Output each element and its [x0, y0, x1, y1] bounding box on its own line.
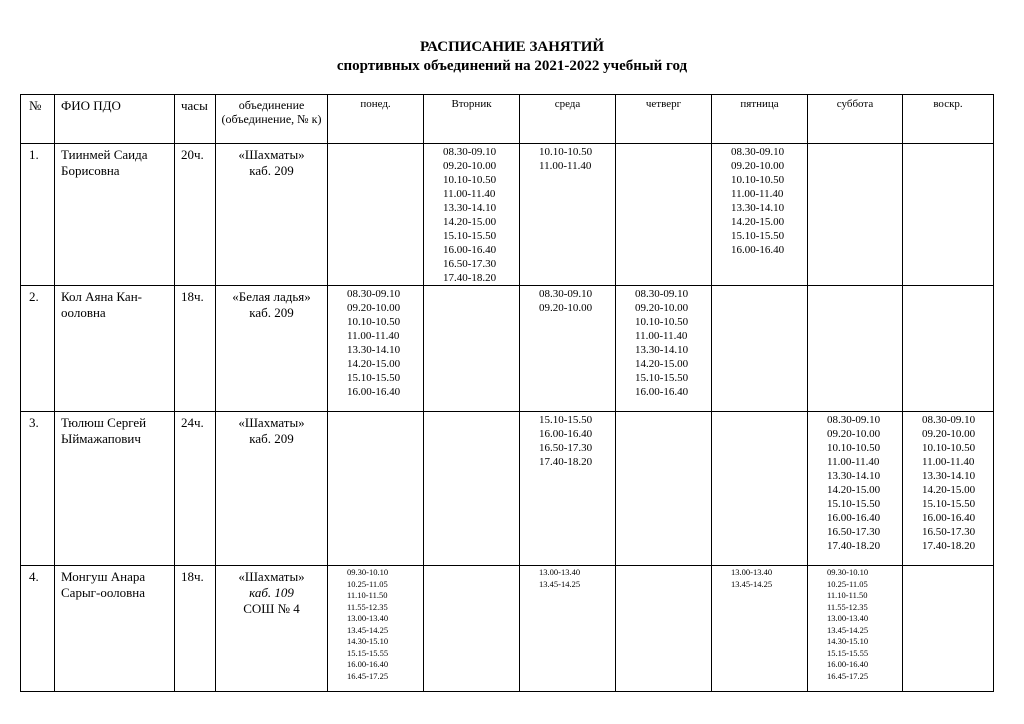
time-slot: 09.20-10.00 — [635, 302, 689, 314]
time-slot: 11.00-11.40 — [539, 160, 592, 172]
time-slot: 10.25-11.05 — [827, 578, 868, 589]
time-slot: 08.30-09.10 — [827, 414, 881, 426]
time-slot: 16.45-17.25 — [347, 670, 389, 681]
hours-cell: 20ч. — [175, 144, 216, 286]
time-slot: 16.00-16.40 — [731, 244, 785, 256]
time-slot: 13.45-14.25 — [539, 578, 581, 589]
header-num: № — [21, 95, 55, 144]
association-room: каб. 209 — [249, 163, 294, 178]
document-title: РАСПИСАНИЕ ЗАНЯТИЙ — [419, 39, 605, 55]
day-cell — [424, 144, 520, 286]
time-slot: 14.30-15.10 — [827, 636, 869, 646]
time-slot: 16.00-16.40 — [347, 386, 401, 398]
time-slot: 15.10-15.50 — [539, 414, 593, 426]
time-slot: 14.20-15.00 — [731, 216, 785, 228]
association-cell — [216, 144, 328, 286]
table-row — [21, 144, 994, 286]
time-slot: 14.20-15.00 — [635, 358, 689, 370]
time-slot: 11.10-11.50 — [827, 590, 868, 600]
time-slot: 13.30-14.10 — [443, 202, 497, 214]
time-slot: 10.10-10.50 — [347, 316, 401, 328]
association-cell — [216, 566, 328, 692]
time-slot: 14.20-15.00 — [347, 358, 401, 370]
header-fio: ФИО ПДО — [55, 95, 175, 144]
teacher-name: Тиинмей Саида Борисовна — [55, 144, 175, 286]
header-day-fri: пятница — [712, 95, 808, 144]
time-slot: 14.30-15.10 — [347, 636, 389, 646]
time-slot: 15.10-15.50 — [635, 372, 689, 384]
time-slot: 09.30-10.10 — [347, 567, 389, 577]
association-room: каб. 209 — [249, 431, 294, 446]
teacher-name: Монгуш Анара Сарыг-ооловна — [55, 566, 175, 692]
day-cell — [328, 412, 424, 566]
day-cell — [808, 286, 903, 412]
time-slot: 16.00-16.40 — [827, 659, 869, 669]
hours-cell: 18ч. — [175, 286, 216, 412]
time-slot: 11.00-11.40 — [635, 330, 688, 342]
time-slot: 11.00-11.40 — [922, 456, 975, 468]
day-cell — [903, 286, 994, 412]
time-slot: 16.00-16.40 — [443, 244, 497, 256]
day-cell — [520, 412, 616, 566]
time-slot: 08.30-09.10 — [922, 414, 976, 426]
time-slot: 16.50-17.30 — [827, 526, 881, 538]
time-slot: 08.30-09.10 — [539, 288, 593, 300]
time-slot: 11.00-11.40 — [731, 188, 784, 200]
hours-cell: 18ч. — [175, 566, 216, 692]
day-cell — [616, 412, 712, 566]
day-cell — [808, 144, 903, 286]
time-slot: 13.00-13.40 — [731, 567, 773, 577]
time-slot: 14.20-15.00 — [443, 216, 497, 228]
table-row — [21, 566, 994, 692]
day-cell — [616, 286, 712, 412]
time-slot: 11.10-11.50 — [347, 590, 388, 600]
time-slot: 13.30-14.10 — [827, 470, 881, 482]
row-num: 3. — [21, 412, 55, 566]
day-cell — [808, 566, 903, 692]
time-slot: 09.20-10.00 — [827, 428, 881, 440]
association-room: каб. 109 — [249, 585, 294, 600]
day-cell — [328, 144, 424, 286]
day-cell — [808, 412, 903, 566]
time-slot: 13.45-14.25 — [827, 624, 869, 635]
time-slot: 13.45-14.25 — [347, 624, 389, 635]
time-slot: 15.10-15.50 — [347, 372, 401, 384]
day-cell — [424, 286, 520, 412]
association-name: «Шахматы» — [238, 147, 305, 162]
time-slot: 13.00-13.40 — [539, 567, 581, 577]
header-row — [21, 95, 994, 144]
association-cell — [216, 412, 328, 566]
day-cell — [328, 566, 424, 692]
day-cell — [712, 412, 808, 566]
time-slot: 15.10-15.50 — [827, 498, 881, 510]
time-slot: 10.10-10.50 — [539, 146, 593, 158]
time-slot: 17.40-18.20 — [443, 272, 497, 284]
time-slot: 14.20-15.00 — [827, 484, 881, 496]
time-slot: 17.40-18.20 — [922, 540, 976, 552]
time-slot: 15.10-15.50 — [731, 230, 785, 242]
time-slot: 13.00-13.40 — [827, 613, 869, 623]
time-slot: 13.30-14.10 — [922, 470, 976, 482]
time-slot: 08.30-09.10 — [635, 288, 689, 300]
time-slot: 16.00-16.40 — [347, 659, 389, 669]
association-name: «Белая ладья» — [232, 289, 311, 304]
time-slot: 09.30-10.10 — [827, 567, 869, 577]
hours-cell: 24ч. — [175, 412, 216, 566]
time-slot: 13.30-14.10 — [731, 202, 785, 214]
association-cell — [216, 286, 328, 412]
time-slot: 16.45-17.25 — [827, 670, 869, 681]
time-slot: 16.00-16.40 — [922, 512, 976, 524]
header-day-tue: Вторник — [424, 95, 520, 144]
time-slot: 10.25-11.05 — [347, 578, 388, 589]
time-slot: 16.00-16.40 — [635, 386, 689, 398]
time-slot: 10.10-10.50 — [731, 174, 785, 186]
day-cell — [520, 566, 616, 692]
time-slot: 11.00-11.40 — [443, 188, 496, 200]
time-slot: 13.30-14.10 — [635, 344, 689, 356]
day-cell — [616, 144, 712, 286]
time-slot: 10.10-10.50 — [827, 442, 881, 454]
day-cell — [616, 566, 712, 692]
time-slot: 16.00-16.40 — [539, 428, 593, 440]
time-slot: 11.00-11.40 — [347, 330, 400, 342]
time-slot: 08.30-09.10 — [731, 146, 785, 158]
time-slot: 09.20-10.00 — [922, 428, 976, 440]
row-num: 1. — [21, 144, 55, 286]
time-slot: 15.15-15.55 — [347, 647, 389, 658]
time-slot: 17.40-18.20 — [827, 540, 881, 552]
table-row — [21, 412, 994, 566]
teacher-name: Тюлюш Сергей Ыймажапович — [55, 412, 175, 566]
day-cell — [712, 144, 808, 286]
document-subtitle: спортивных объединений на 2021-2022 учебный год — [336, 58, 688, 74]
header-day-sat: суббота — [808, 95, 903, 144]
time-slot: 16.50-17.30 — [922, 526, 976, 538]
header-day-mon: понед. — [328, 95, 424, 144]
header-association: объединение (объединение, № к) — [216, 95, 328, 144]
day-cell — [712, 566, 808, 692]
row-num: 2. — [21, 286, 55, 412]
time-slot: 16.50-17.30 — [539, 442, 593, 454]
association-name: «Шахматы» — [238, 569, 305, 584]
association-name: «Шахматы» — [238, 415, 305, 430]
day-cell — [712, 286, 808, 412]
day-cell — [520, 286, 616, 412]
time-slot: 11.55-12.35 — [827, 601, 868, 612]
time-slot: 09.20-10.00 — [539, 302, 593, 314]
time-slot: 16.00-16.40 — [827, 512, 881, 524]
header-day-wed: среда — [520, 95, 616, 144]
time-slot: 10.10-10.50 — [635, 316, 689, 328]
day-cell — [424, 566, 520, 692]
time-slot: 16.50-17.30 — [443, 258, 497, 270]
table-row — [21, 286, 994, 412]
time-slot: 08.30-09.10 — [443, 146, 497, 158]
time-slot: 13.00-13.40 — [347, 613, 389, 623]
row-num: 4. — [21, 566, 55, 692]
time-slot: 13.30-14.10 — [347, 344, 401, 356]
day-cell — [903, 566, 994, 692]
time-slot: 09.20-10.00 — [443, 160, 497, 172]
time-slot: 15.10-15.50 — [443, 230, 497, 242]
day-cell — [903, 144, 994, 286]
day-cell — [520, 144, 616, 286]
time-slot: 09.20-10.00 — [347, 302, 401, 314]
time-slot: 15.15-15.55 — [827, 647, 869, 658]
time-slot: 17.40-18.20 — [539, 456, 593, 468]
header-day-sun: воскр. — [903, 95, 994, 144]
day-cell — [424, 412, 520, 566]
schedule-table — [20, 94, 994, 692]
time-slot: 08.30-09.10 — [347, 288, 401, 300]
time-slot: 15.10-15.50 — [922, 498, 976, 510]
time-slot: 14.20-15.00 — [922, 484, 976, 496]
time-slot: 11.55-12.35 — [347, 601, 388, 612]
time-slot: 09.20-10.00 — [731, 160, 785, 172]
time-slot: 13.45-14.25 — [731, 578, 773, 589]
time-slot: 10.10-10.50 — [443, 174, 497, 186]
day-cell — [328, 286, 424, 412]
time-slot: 10.10-10.50 — [922, 442, 976, 454]
association-extra: СОШ № 4 — [243, 601, 300, 616]
time-slot: 11.00-11.40 — [827, 456, 880, 468]
association-room: каб. 209 — [249, 305, 294, 320]
teacher-name: Кол Аяна Кан-ооловна — [55, 286, 175, 412]
header-day-thu: четверг — [616, 95, 712, 144]
header-hours: часы — [175, 95, 216, 144]
day-cell — [903, 412, 994, 566]
